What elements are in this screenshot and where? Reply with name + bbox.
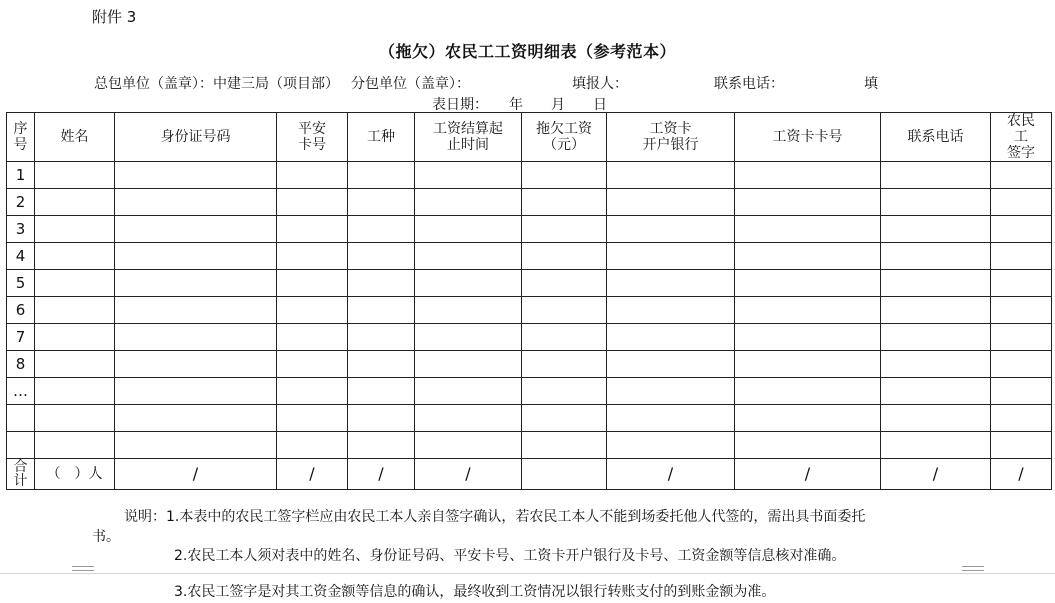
total-cell	[522, 459, 607, 490]
table-cell	[607, 324, 735, 351]
column-header: 身份证号码	[115, 113, 277, 162]
column-header: 联系电话	[881, 113, 991, 162]
column-header: 工种	[348, 113, 415, 162]
total-cell: /	[735, 459, 881, 490]
table-cell	[522, 324, 607, 351]
table-cell	[735, 351, 881, 378]
total-cell: /	[277, 459, 348, 490]
row-number: 5	[7, 270, 35, 297]
table-cell	[115, 324, 277, 351]
column-header: 农民 工 签字	[991, 113, 1052, 162]
table-cell	[735, 432, 881, 459]
total-cell: /	[348, 459, 415, 490]
table-cell	[115, 351, 277, 378]
table-cell	[735, 297, 881, 324]
table-cell	[115, 216, 277, 243]
total-cell: /	[415, 459, 522, 490]
table-cell	[35, 243, 115, 270]
table-cell	[735, 378, 881, 405]
table-cell	[348, 243, 415, 270]
subcontractor-field: 分包单位（盖章）：	[351, 76, 470, 92]
table-cell	[35, 189, 115, 216]
total-cell: /	[991, 459, 1052, 490]
table-cell	[735, 162, 881, 189]
general-contractor-field: 总包单位（盖章）：中建三局（项目部）	[94, 76, 339, 92]
table-cell	[415, 378, 522, 405]
table-cell	[881, 270, 991, 297]
row-number: 8	[7, 351, 35, 378]
wage-table	[6, 112, 1052, 490]
table-cell	[991, 162, 1052, 189]
table-cell	[607, 432, 735, 459]
note-1-continued: 书。	[92, 529, 120, 545]
table-cell	[991, 324, 1052, 351]
table-cell	[735, 270, 881, 297]
table-row	[7, 270, 1052, 297]
attachment-label: 附件 3	[92, 8, 137, 26]
table-cell	[881, 216, 991, 243]
table-cell	[415, 270, 522, 297]
table-cell	[607, 351, 735, 378]
table-cell	[415, 189, 522, 216]
table-cell	[348, 324, 415, 351]
table-cell	[522, 297, 607, 324]
table-cell	[415, 405, 522, 432]
page-margin-mark-left	[72, 566, 94, 576]
table-cell	[35, 297, 115, 324]
note-3: 3.农民工签字是对其工资金额等信息的确认，最终收到工资情况以银行转账支付的到账金额为准。	[174, 584, 776, 600]
row-number: …	[7, 378, 35, 405]
table-cell	[115, 378, 277, 405]
table-cell	[115, 432, 277, 459]
table-row	[7, 324, 1052, 351]
table-cell	[881, 432, 991, 459]
table-cell	[881, 297, 991, 324]
table-row	[7, 297, 1052, 324]
table-cell	[522, 405, 607, 432]
table-cell	[35, 270, 115, 297]
table-cell	[35, 324, 115, 351]
table-row	[7, 243, 1052, 270]
fill-prefix: 填	[864, 76, 878, 92]
table-cell	[277, 270, 348, 297]
table-cell	[348, 270, 415, 297]
table-cell	[348, 432, 415, 459]
table-cell	[735, 216, 881, 243]
row-number: 7	[7, 324, 35, 351]
table-cell	[607, 243, 735, 270]
note-2: 2.农民工本人须对表中的姓名、身份证号码、平安卡号、工资卡开户银行及卡号、工资金额等信息核对准确。	[174, 548, 846, 564]
column-header: 姓名	[35, 113, 115, 162]
table-cell	[115, 243, 277, 270]
header-info-line	[94, 73, 878, 93]
table-cell	[881, 324, 991, 351]
column-header: 工资结算起 止时间	[415, 113, 522, 162]
table-row	[7, 405, 1052, 432]
table-cell	[35, 378, 115, 405]
page-break-line	[0, 573, 1055, 574]
table-cell	[607, 378, 735, 405]
table-cell	[35, 162, 115, 189]
table-cell	[991, 351, 1052, 378]
row-number: 6	[7, 297, 35, 324]
table-cell	[415, 324, 522, 351]
table-cell	[735, 324, 881, 351]
table-cell	[991, 243, 1052, 270]
table-cell	[881, 189, 991, 216]
table-cell	[348, 405, 415, 432]
table-cell	[522, 432, 607, 459]
phone-field: 联系电话：	[714, 76, 784, 92]
total-cell: （ ）人	[35, 459, 115, 490]
table-cell	[991, 216, 1052, 243]
table-cell	[115, 297, 277, 324]
table-cell	[881, 243, 991, 270]
table-cell	[991, 297, 1052, 324]
table-cell	[415, 243, 522, 270]
table-cell	[607, 162, 735, 189]
table-cell	[881, 405, 991, 432]
table-cell	[522, 270, 607, 297]
table-cell	[881, 351, 991, 378]
table-cell	[991, 270, 1052, 297]
table-cell	[348, 351, 415, 378]
row-number: 2	[7, 189, 35, 216]
table-cell	[991, 405, 1052, 432]
table-cell	[35, 216, 115, 243]
total-cell: /	[881, 459, 991, 490]
table-cell	[348, 162, 415, 189]
column-header: 平安 卡号	[277, 113, 348, 162]
column-header: 拖欠工资 （元）	[522, 113, 607, 162]
table-row	[7, 432, 1052, 459]
table-cell	[277, 378, 348, 405]
column-header: 工资卡 开户银行	[607, 113, 735, 162]
total-cell: /	[607, 459, 735, 490]
row-number: 1	[7, 162, 35, 189]
table-cell	[277, 405, 348, 432]
table-cell	[991, 378, 1052, 405]
row-number: 3	[7, 216, 35, 243]
note-1: 说明：1.本表中的农民工签字栏应由农民工本人亲自签字确认，若农民工本人不能到场委托他人代签的，需出具书面委托	[124, 509, 866, 525]
table-cell	[522, 216, 607, 243]
table-cell	[277, 324, 348, 351]
row-number: 4	[7, 243, 35, 270]
table-cell	[277, 297, 348, 324]
table-cell	[522, 243, 607, 270]
table-cell	[415, 432, 522, 459]
page-margin-mark-right	[962, 566, 984, 576]
table-cell	[277, 216, 348, 243]
table-cell	[735, 405, 881, 432]
table-cell	[277, 162, 348, 189]
table-row	[7, 162, 1052, 189]
table-cell	[607, 189, 735, 216]
table-cell	[277, 189, 348, 216]
table-cell	[522, 351, 607, 378]
table-cell	[735, 243, 881, 270]
table-cell	[348, 378, 415, 405]
table-cell	[115, 189, 277, 216]
table-cell	[348, 216, 415, 243]
row-number	[7, 405, 35, 432]
table-cell	[415, 297, 522, 324]
table-cell	[348, 297, 415, 324]
table-cell	[35, 405, 115, 432]
table-header-row	[7, 113, 1052, 162]
table-row	[7, 216, 1052, 243]
fill-date-field: 表日期： 年 月 日	[432, 97, 607, 113]
table-cell	[522, 189, 607, 216]
table-cell	[415, 351, 522, 378]
total-row	[7, 459, 1052, 490]
table-cell	[735, 189, 881, 216]
table-row	[7, 351, 1052, 378]
row-number	[7, 432, 35, 459]
table-cell	[277, 432, 348, 459]
table-cell	[607, 216, 735, 243]
table-cell	[35, 432, 115, 459]
column-header: 工资卡卡号	[735, 113, 881, 162]
table-cell	[991, 189, 1052, 216]
table-cell	[607, 405, 735, 432]
table-cell	[522, 162, 607, 189]
table-cell	[881, 378, 991, 405]
table-cell	[522, 378, 607, 405]
document-title: （拖欠）农民工工资明细表（参考范本）	[378, 42, 676, 61]
total-cell: /	[115, 459, 277, 490]
table-cell	[35, 351, 115, 378]
table-cell	[881, 162, 991, 189]
table-cell	[277, 243, 348, 270]
table-cell	[115, 270, 277, 297]
table-cell	[607, 297, 735, 324]
table-cell	[415, 216, 522, 243]
table-cell	[115, 162, 277, 189]
table-cell	[991, 432, 1052, 459]
column-header: 序 号	[7, 113, 35, 162]
table-cell	[415, 162, 522, 189]
table-cell	[277, 351, 348, 378]
table-row	[7, 378, 1052, 405]
table-cell	[115, 405, 277, 432]
table-cell	[348, 189, 415, 216]
filler-field: 填报人：	[572, 76, 628, 92]
total-label: 合 计	[7, 459, 35, 490]
table-cell	[607, 270, 735, 297]
table-row	[7, 189, 1052, 216]
